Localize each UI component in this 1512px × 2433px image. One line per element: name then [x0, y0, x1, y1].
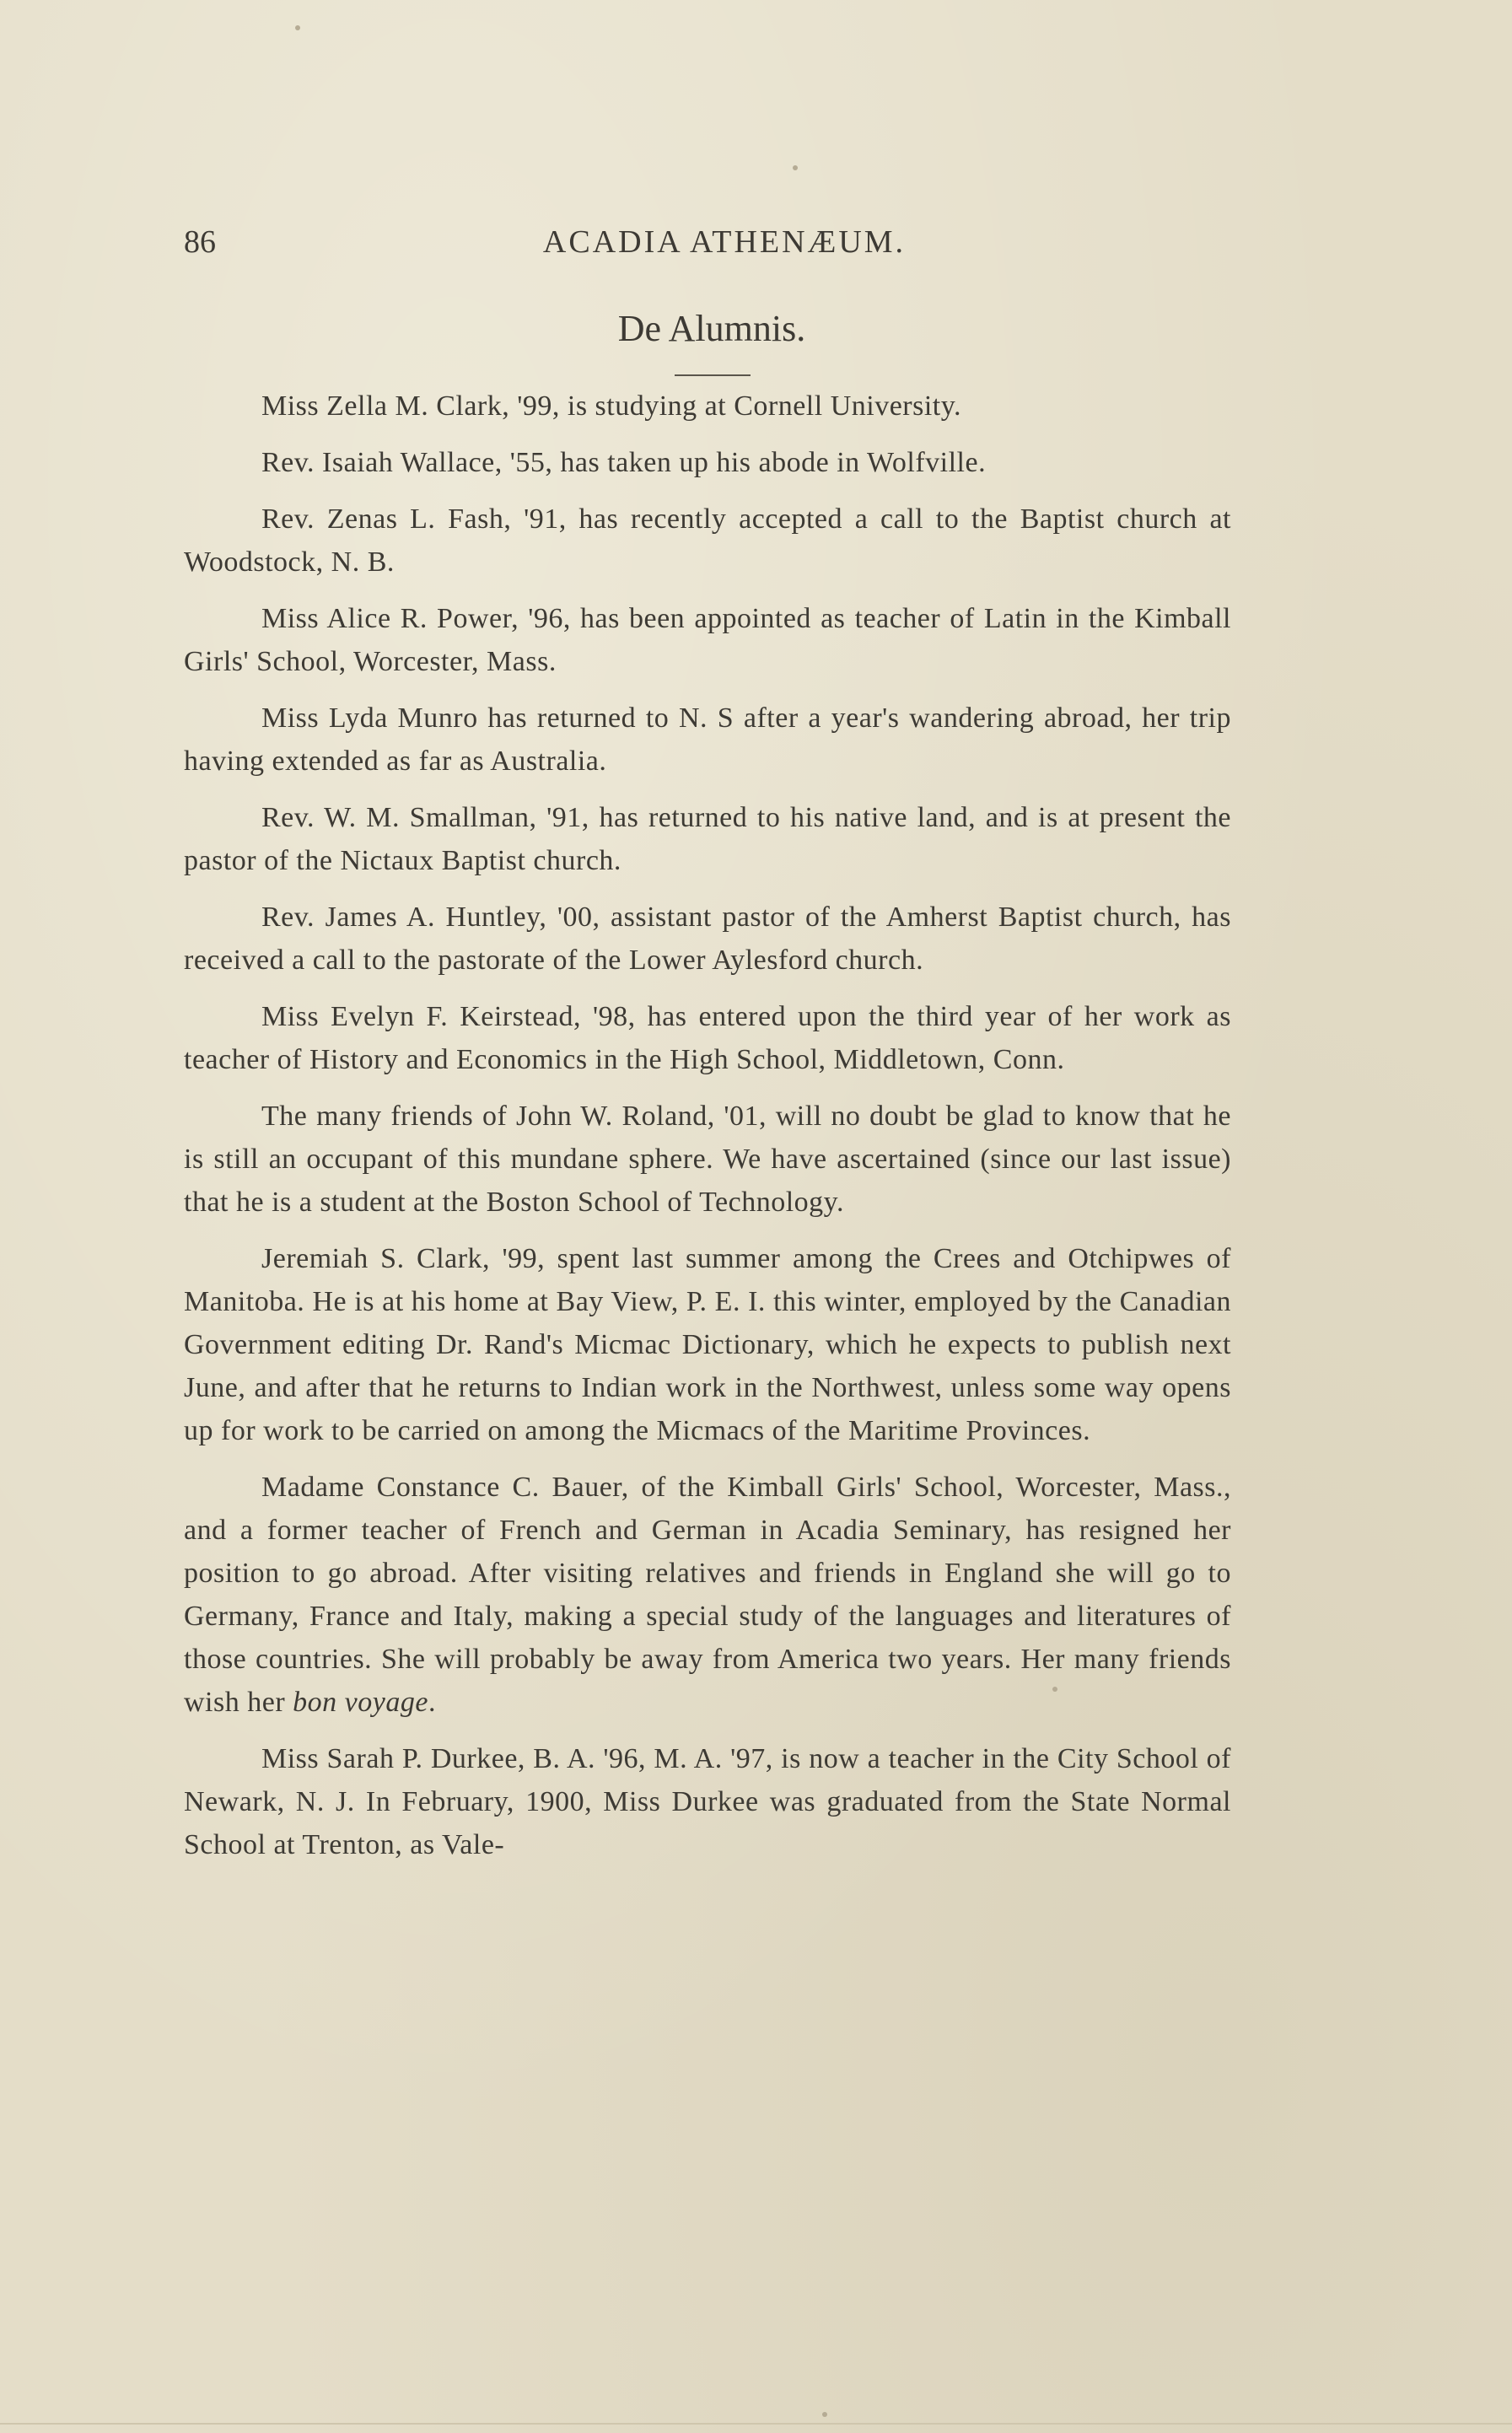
heading-rule	[675, 374, 751, 376]
alumni-entry: Rev. W. M. Smallman, '91, has returned to his native land, and is at present the pastor of the Nictaux Baptist church.	[184, 802, 1231, 876]
entry-text: Madame Constance C. Bauer, of the Kimball Girls' School, Worcester, Mass., and a former teacher of French and German in Acadia Seminary, has resigned her position to go abroad. After visiting relatives and friends in England she will go to Germany, France and Italy, making a special study of the languages and literatures of those countries. She will probably be away from America two years. Her many friends wish her	[184, 1472, 1231, 1718]
paper-speck	[822, 2412, 827, 2417]
alumni-entry: Rev. James A. Huntley, '00, assistant pastor of the Amherst Baptist church, has received a call to the pastorate of the Lower Aylesford church.	[184, 902, 1231, 976]
alumni-notes	[184, 385, 1231, 1880]
alumni-entry: Jeremiah S. Clark, '99, spent last summer among the Crees and Otchipwes of Manitoba. He is at his home at Bay View, P. E. I. this winter, employed by the Canadian Government editing Dr. Rand's Micmac Dictionary, which he expects to publish next June, and after that he returns to Indian work in the Northwest, unless some way opens up for work to be carried on among the Micmacs of the Maritime Provinces.	[184, 1243, 1231, 1446]
entry-tail: .	[428, 1687, 436, 1718]
alumni-entry: The many friends of John W. Roland, '01, will no doubt be glad to know that he is still an occupant of this mundane sphere. We have ascertained (since our last issue) that he is a student at the Boston School of Technology.	[184, 1101, 1231, 1218]
section-heading: De Alumnis.	[617, 308, 806, 349]
alumni-entry: Rev. Isaiah Wallace, '55, has taken up his abode in Wolfville.	[261, 447, 987, 478]
paper-speck	[793, 165, 798, 170]
alumni-entry: Miss Zella M. Clark, '99, is studying at Cornell University.	[261, 390, 962, 422]
journal-title: ACADIA ATHENÆUM.	[542, 224, 907, 260]
running-head	[184, 221, 1231, 263]
alumni-entry: Miss Alice R. Power, '96, has been appointed as teacher of Latin in the Kimball Girls' School, Worcester, Mass.	[184, 603, 1231, 677]
paper-speck	[295, 25, 300, 30]
page-edge	[0, 2423, 1512, 2425]
italic-phrase: bon voyage	[293, 1687, 428, 1718]
page-number: 86	[184, 224, 216, 260]
alumni-entry: Miss Lyda Munro has returned to N. S after a year's wandering abroad, her trip having extended as far as Australia.	[184, 702, 1231, 777]
alumni-entry: Miss Sarah P. Durkee, B. A. '96, M. A. '97, is now a teacher in the City School of Newark, N. J. In February, 1900, Miss Durkee was graduated from the State Normal School at Trenton, as Vale-	[184, 1743, 1231, 1860]
alumni-entry: Miss Evelyn F. Keirstead, '98, has entered upon the third year of her work as teacher of History and Economics in the High School, Middletown, Conn.	[184, 1001, 1231, 1075]
alumni-entry: Rev. Zenas L. Fash, '91, has recently accepted a call to the Baptist church at Woodstock, N. B.	[184, 503, 1231, 578]
alumni-entry	[184, 1466, 1231, 1724]
